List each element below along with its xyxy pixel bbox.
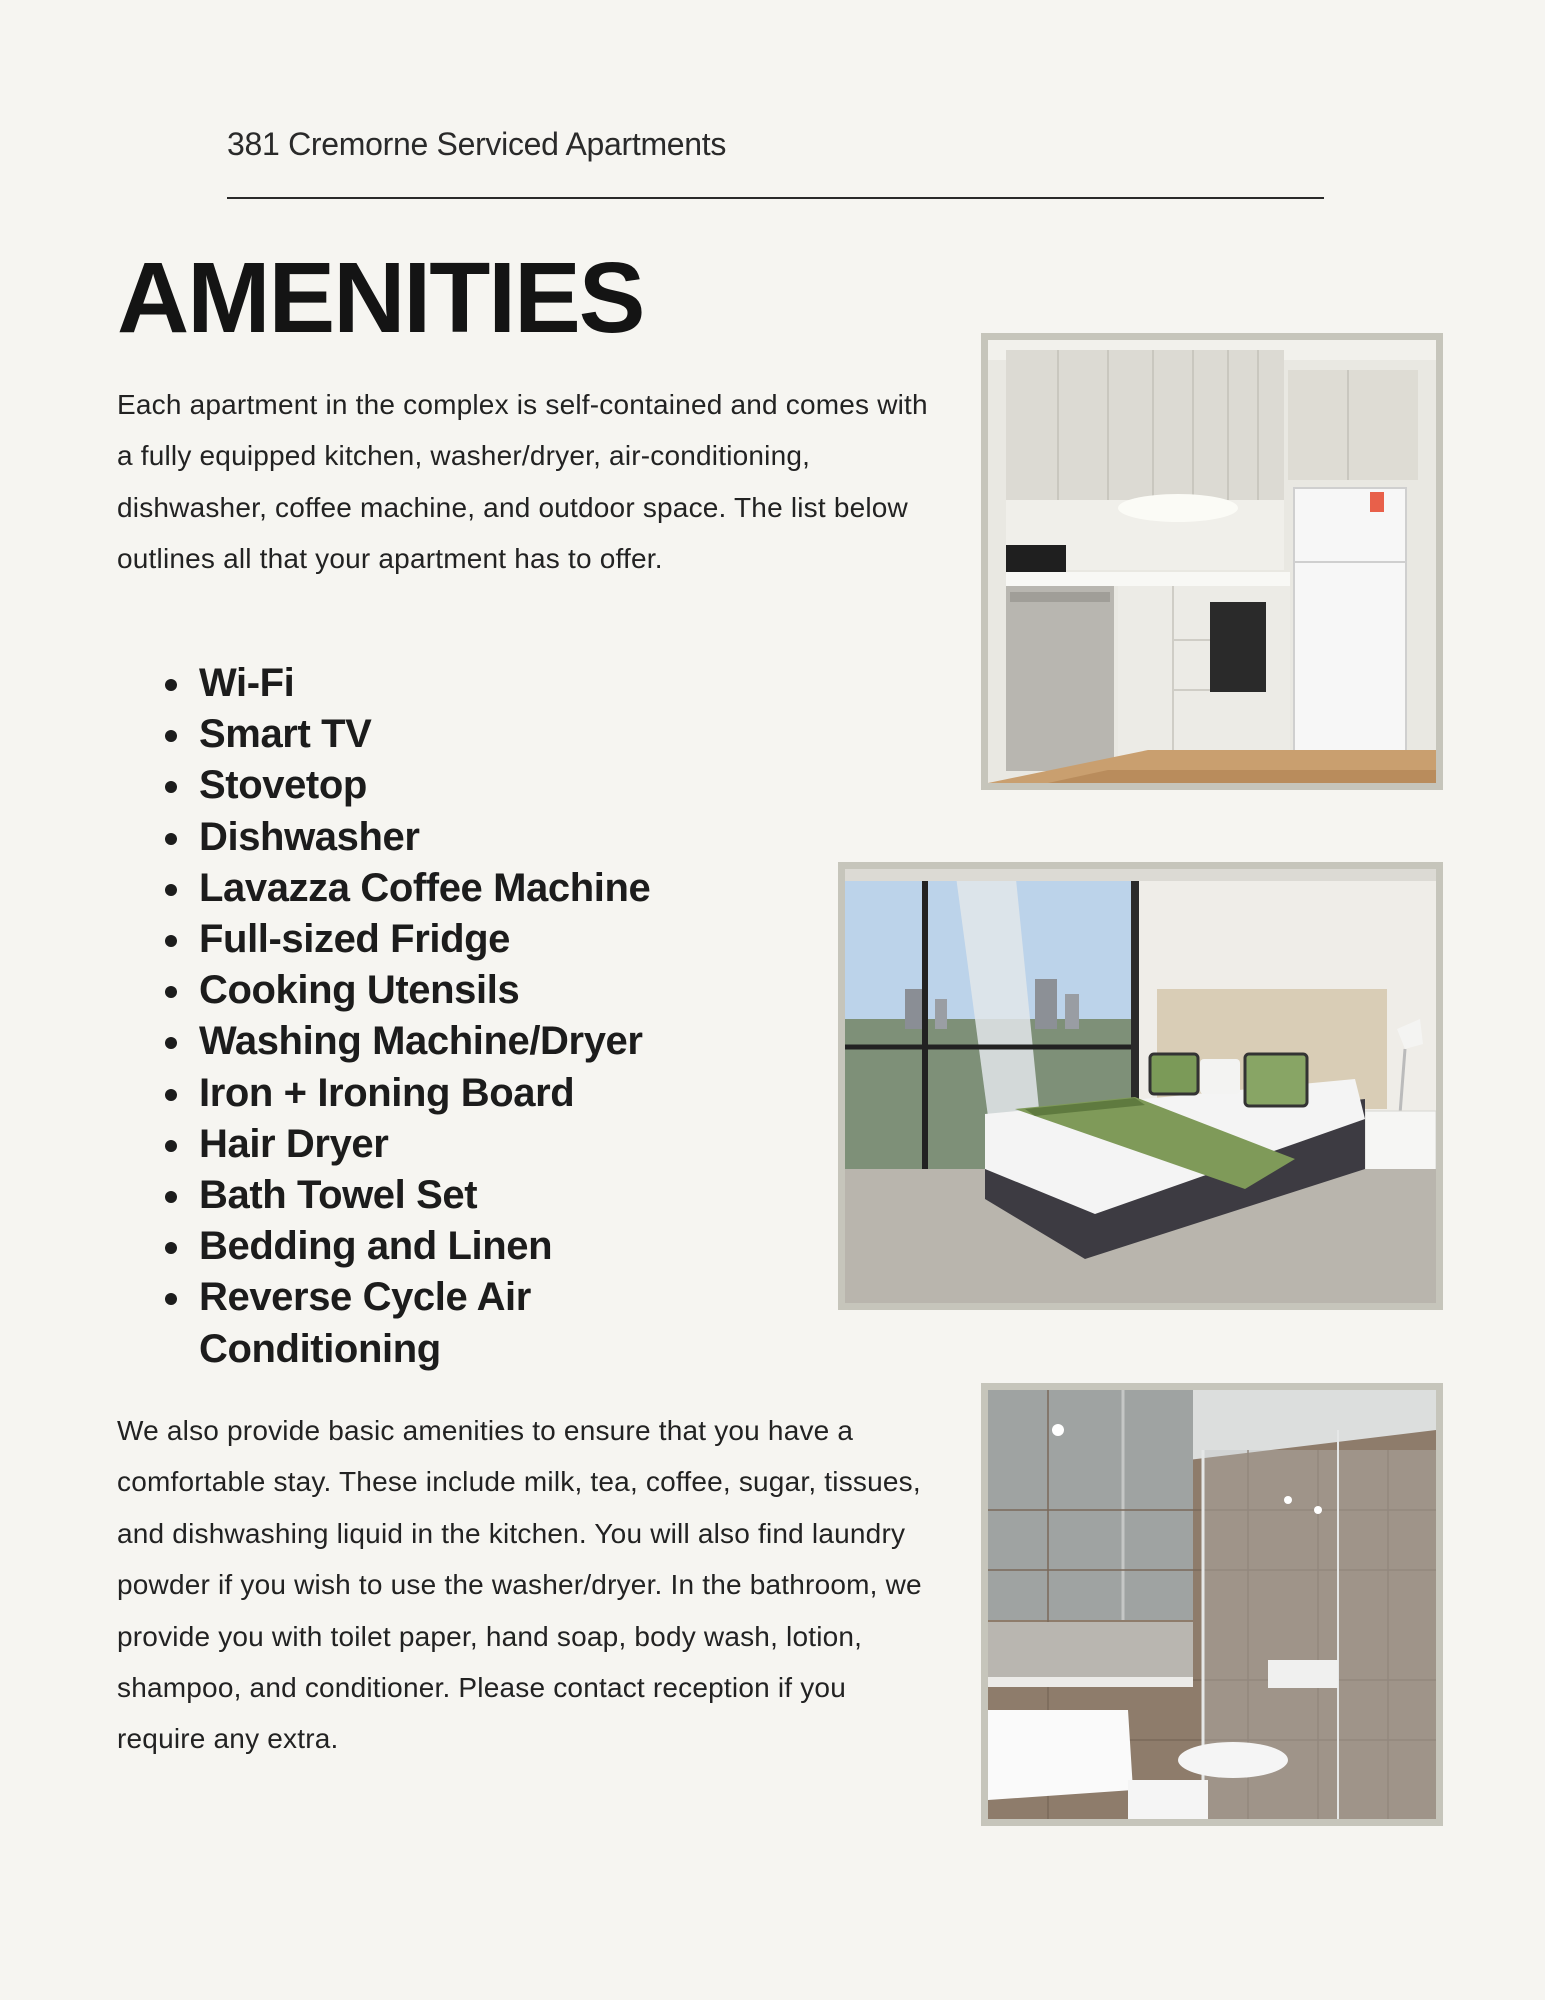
list-item: • Iron + Ironing Board [195, 1068, 775, 1119]
list-item: • Smart TV [195, 709, 775, 760]
list-item: • Wi-Fi [195, 658, 775, 709]
bathroom-photo [981, 1383, 1443, 1826]
list-item: • Dishwasher [195, 812, 775, 863]
page-title: AMENITIES [117, 242, 644, 354]
list-item: • Hair Dryer [195, 1119, 775, 1170]
list-item: • Washing Machine/Dryer [195, 1016, 775, 1067]
brand-name: 381 Cremorne Serviced Apartments [227, 126, 727, 162]
bedroom-photo [838, 862, 1443, 1310]
closing-paragraph: We also provide basic amenities to ensure that you have a comfortable stay. These include milk, tea, coffee, sugar, tissues, and dishwashing liquid in the kitchen. You will also find laundry powder if you wish to use the washer/dryer. In the bathroom, we provide you with toilet paper, hand soap, body wash, lotion, shampoo, and conditioner. Please contact reception if you require any extra. [117, 1415, 922, 1755]
intro-paragraph: Each apartment in the complex is self-contained and comes with a fully equipped kitchen, washer/dryer, air-conditioning, dishwasher, coffee machine, and outdoor space. The list below outlines all that your apartment has to offer. [117, 389, 928, 575]
header-divider [227, 197, 1324, 199]
list-item: • Full-sized Fridge [195, 914, 775, 965]
amenities-list [150, 658, 775, 1375]
list-item: • Bath Towel Set [195, 1170, 775, 1221]
list-item: • Bedding and Linen [195, 1221, 775, 1272]
list-item: • Reverse Cycle Air Conditioning [195, 1272, 775, 1374]
list-item: • Stovetop [195, 760, 775, 811]
list-item: • Cooking Utensils [195, 965, 775, 1016]
kitchen-photo [981, 333, 1443, 790]
list-item: • Lavazza Coffee Machine [195, 863, 775, 914]
